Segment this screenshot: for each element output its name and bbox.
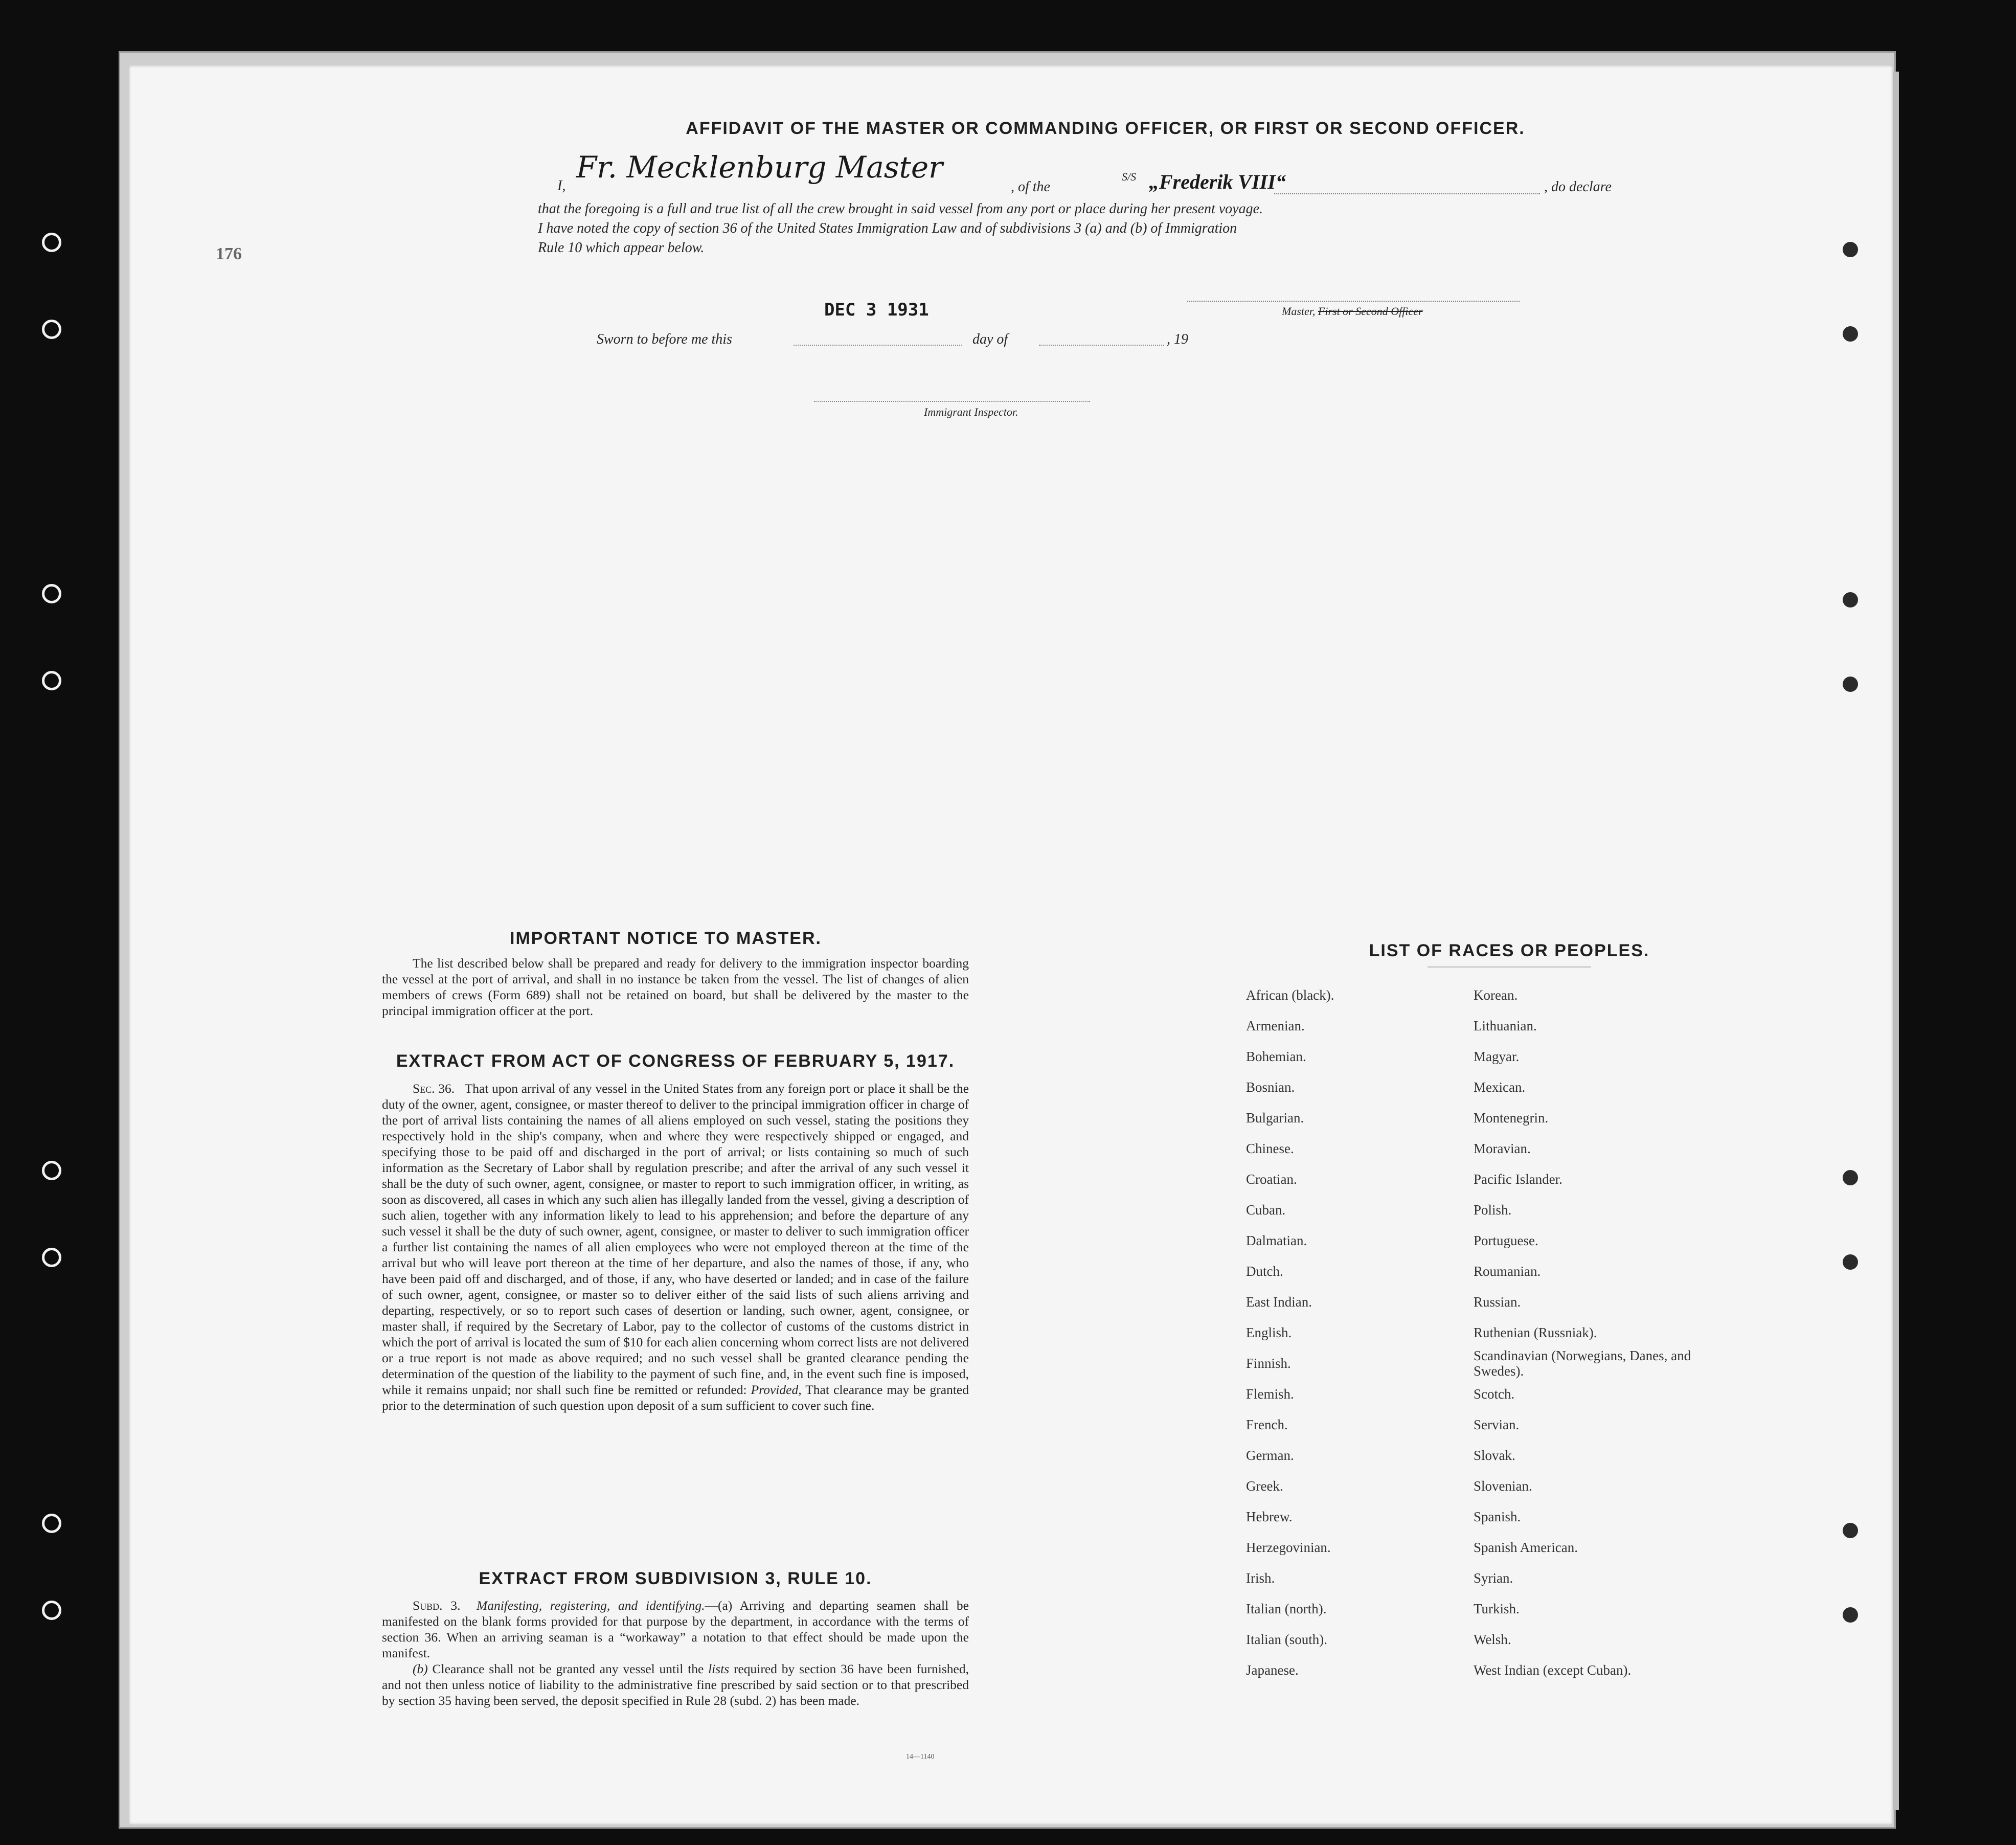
race-item: Greek. (1246, 1478, 1283, 1494)
para-b-post: required by section 36 have been furnished, and not then unless notice of liability to the administrative fine prescribed by said section or to that prescribed by section 35 having been served, the deposit specified in Rule 28 (subd. 2) has been made. (382, 1661, 969, 1708)
extract-rule-block (382, 1598, 969, 1708)
race-item: Welsh. (1474, 1632, 1511, 1647)
race-item: Chinese. (1246, 1141, 1294, 1156)
inspector-signature-line (814, 401, 1090, 402)
race-item: Moravian. (1474, 1141, 1531, 1156)
binder-ring-icon (42, 1601, 61, 1620)
race-item: Syrian. (1474, 1570, 1513, 1586)
binder-ring-icon (42, 584, 61, 603)
form-number: 14—1140 (906, 1753, 935, 1761)
race-item: Scotch. (1474, 1386, 1515, 1402)
race-item: Japanese. (1246, 1662, 1299, 1678)
ss-prefix: S/S (1122, 170, 1137, 183)
affidavit-body-line2: I have noted the copy of section 36 of the United States Immigration Law and of subdivisions 3 (a) and (b) of Immigration (538, 220, 1237, 236)
day-rule (794, 345, 962, 346)
punch-hole-icon (1843, 1607, 1858, 1623)
race-item: Herzegovinian. (1246, 1540, 1331, 1555)
officer-label (1282, 305, 1423, 318)
race-item: Italian (north). (1246, 1601, 1327, 1616)
race-item: Dutch. (1246, 1264, 1283, 1279)
race-item: Lithuanian. (1474, 1018, 1537, 1033)
punch-hole-icon (1843, 1254, 1858, 1270)
binder-ring-icon (42, 1248, 61, 1267)
punch-hole-icon (1843, 592, 1858, 608)
extract-act-block (382, 1081, 969, 1413)
subd-heading: Manifesting, registering, and identifying. (476, 1598, 705, 1613)
race-item: Finnish. (1246, 1356, 1291, 1371)
year-prefix: , 19 (1167, 331, 1188, 347)
race-item: Bosnian. (1246, 1079, 1295, 1095)
rule-para-b (382, 1661, 969, 1708)
race-item: Bulgarian. (1246, 1110, 1304, 1126)
binder-ring-icon (42, 233, 61, 252)
punch-hole-icon (1843, 242, 1858, 257)
do-declare-text: , do declare (1544, 179, 1612, 195)
affidavit-body-line1: that the foregoing is a full and true list of all the crew brought in said vessel from any port or place during her present voyage. (538, 201, 1263, 217)
extract-act-title: EXTRACT FROM ACT OF CONGRESS OF FEBRUARY 5, 1917. (396, 1051, 955, 1071)
race-item: Magyar. (1474, 1049, 1520, 1064)
inspector-label: Immigrant Inspector. (924, 406, 1018, 418)
race-item: Bohemian. (1246, 1049, 1306, 1064)
binder-ring-icon (42, 320, 61, 339)
sworn-text: Sworn to before me this (597, 331, 732, 347)
race-item: West Indian (except Cuban). (1474, 1662, 1632, 1678)
race-item: Dalmatian. (1246, 1233, 1307, 1248)
race-item: Hebrew. (1246, 1509, 1293, 1524)
race-item: Roumanian. (1474, 1264, 1541, 1279)
punch-hole-icon (1843, 326, 1858, 342)
extract-rule-title: EXTRACT FROM SUBDIVISION 3, RULE 10. (479, 1569, 872, 1588)
race-item: Servian. (1474, 1417, 1520, 1432)
margin-mark: 176 (216, 244, 242, 263)
extract-act-paragraph (382, 1081, 969, 1413)
notice-title: IMPORTANT NOTICE TO MASTER. (510, 929, 822, 948)
race-item: Turkish. (1474, 1601, 1520, 1616)
notice-text-block (382, 955, 969, 1019)
rule-para-a (382, 1598, 969, 1661)
document-page (129, 65, 1893, 1825)
sec-label: Sec. 36. (413, 1081, 455, 1096)
race-item: Polish. (1474, 1202, 1512, 1218)
race-item: Cuban. (1246, 1202, 1286, 1218)
vessel-name: „Frederik VIII“ (1149, 170, 1286, 193)
of-the-text: , of the (1011, 179, 1050, 195)
rule-para-a-text: —(a) Arriving and departing seamen shall be manifested on the blank forms provided for that purpose by the department, in accordance with the terms of section 36. When an arriving seaman is a “workaway” a notation to that effect should be made upon the manifest. (382, 1598, 969, 1660)
races-title: LIST OF RACES OR PEOPLES. (1369, 941, 1650, 960)
punch-hole-icon (1843, 677, 1858, 692)
month-rule (1039, 345, 1164, 346)
race-item: Ruthenian (Russniak). (1474, 1325, 1597, 1340)
race-item: Slovenian. (1474, 1478, 1532, 1494)
race-item: French. (1246, 1417, 1288, 1432)
provided-label: Provided, (751, 1382, 802, 1397)
officer-label-master: Master, (1282, 305, 1318, 318)
race-item: Mexican. (1474, 1079, 1526, 1095)
signature-line (1187, 301, 1520, 302)
race-item: Italian (south). (1246, 1632, 1327, 1647)
affidavit-body-line3: Rule 10 which appear below. (538, 240, 705, 256)
race-item: English. (1246, 1325, 1292, 1340)
race-item: Croatian. (1246, 1172, 1297, 1187)
date-stamp: DEC 3 1931 (824, 300, 929, 320)
binder-ring-icon (42, 1514, 61, 1533)
officer-label-struck: First or Second Officer (1318, 305, 1423, 318)
para-b-lists: lists (708, 1661, 730, 1676)
race-item: Spanish American. (1474, 1540, 1578, 1555)
race-item: Spanish. (1474, 1509, 1521, 1524)
extract-act-text-end: That clearance may be granted prior to the determination of such question upon deposit of a sum sufficient to cover such fine. (382, 1382, 969, 1413)
subd-label: Subd. 3. (413, 1598, 461, 1613)
races-title-rule (1428, 966, 1591, 968)
vessel-name-rule (1274, 193, 1540, 194)
race-item: Flemish. (1246, 1386, 1294, 1402)
binder-ring-icon (42, 671, 61, 690)
para-b-pre: Clearance shall not be granted any vessel until the (432, 1661, 704, 1676)
races-right-column (1474, 980, 1739, 1685)
extract-act-text: That upon arrival of any vessel in the United States from any foreign port or place it shall be the duty of the owner, agent, consignee, or master thereof to deliver to the principal immigration officer in charge of the port of arrival lists containing the names of all aliens employed on such vessel, stating the positions they respectively hold in the ship's company, when and where they were respectively shipped or engaged, and specifying those to be paid off and discharged in the port of arrival; or lists containing so much of such information as the Secretary of Labor shall by regulation prescribe; and after the arrival of any such vessel it shall be the duty of such owner, agent, consignee, or master to report to such immigration officer, in writing, as soon as discovered, all cases in which any such alien has illegally landed from the vessel, giving a description of such alien, together with any information likely to lead to his apprehension; and before the departure of any such vessel it shall be the duty of such owner, agent, consignee, or master to deliver to such immigration officer a further list containing the names of all alien employees who were not employed thereon at the time of the arrival but who will leave port thereon at the time of her departure, and also the names of those, if any, who have been paid off and discharged, and of those, if any, who have deserted or landed; and in case of the failure of such owner, agent, consignee, or master so to deliver either of the said lists of such aliens arriving and departing, respectively, or so to report such cases of desertion or landing, such owner, agent, consignee, or master shall, if required by the Secretary of Labor, pay to the collector of customs of the customs district in which the port of arrival is located the sum of $10 for each alien concerning whom correct lists are not delivered or a true report is not made as above required; and no such vessel shall be granted clearance pending the determination of the question of the liability to the payment of such fine, and, in the event such fine is imposed, while it remains unpaid; nor shall such fine be remitted or refunded: (382, 1081, 969, 1397)
race-item: East Indian. (1246, 1294, 1312, 1310)
race-item: Montenegrin. (1474, 1110, 1549, 1126)
notice-text: The list described below shall be prepared and ready for delivery to the immigration inspector boarding the vessel at the port of arrival, and shall in no instance be taken from the vessel. The list of changes of alien members of crews (Form 689) shall not be retained on board, but shall be delivered by the master to the principal immigration officer at the port. (382, 956, 969, 1018)
para-b-label: (b) (413, 1661, 428, 1676)
race-item: Irish. (1246, 1570, 1275, 1586)
day-of-text: day of (972, 331, 1008, 347)
punch-hole-icon (1843, 1523, 1858, 1538)
race-item: Portuguese. (1474, 1233, 1538, 1248)
race-item: Pacific Islander. (1474, 1172, 1562, 1187)
affidavit-title: AFFIDAVIT OF THE MASTER OR COMMANDING OFFICER, OR FIRST OR SECOND OFFICER. (686, 119, 1525, 138)
race-item: African (black). (1246, 987, 1334, 1003)
race-item: Slovak. (1474, 1448, 1515, 1463)
race-item: Korean. (1474, 987, 1518, 1003)
races-left-column (1246, 980, 1461, 1685)
race-item: German. (1246, 1448, 1294, 1463)
signatory-handwriting: Fr. Mecklenburg Master (576, 150, 943, 185)
i-prefix: I, (557, 178, 566, 194)
race-item: Armenian. (1246, 1018, 1305, 1033)
binder-ring-icon (42, 1161, 61, 1180)
punch-hole-icon (1843, 1170, 1858, 1185)
race-item: Russian. (1474, 1294, 1521, 1310)
race-item: Scandinavian (Norwegians, Danes, and Swedes). (1474, 1348, 1691, 1379)
